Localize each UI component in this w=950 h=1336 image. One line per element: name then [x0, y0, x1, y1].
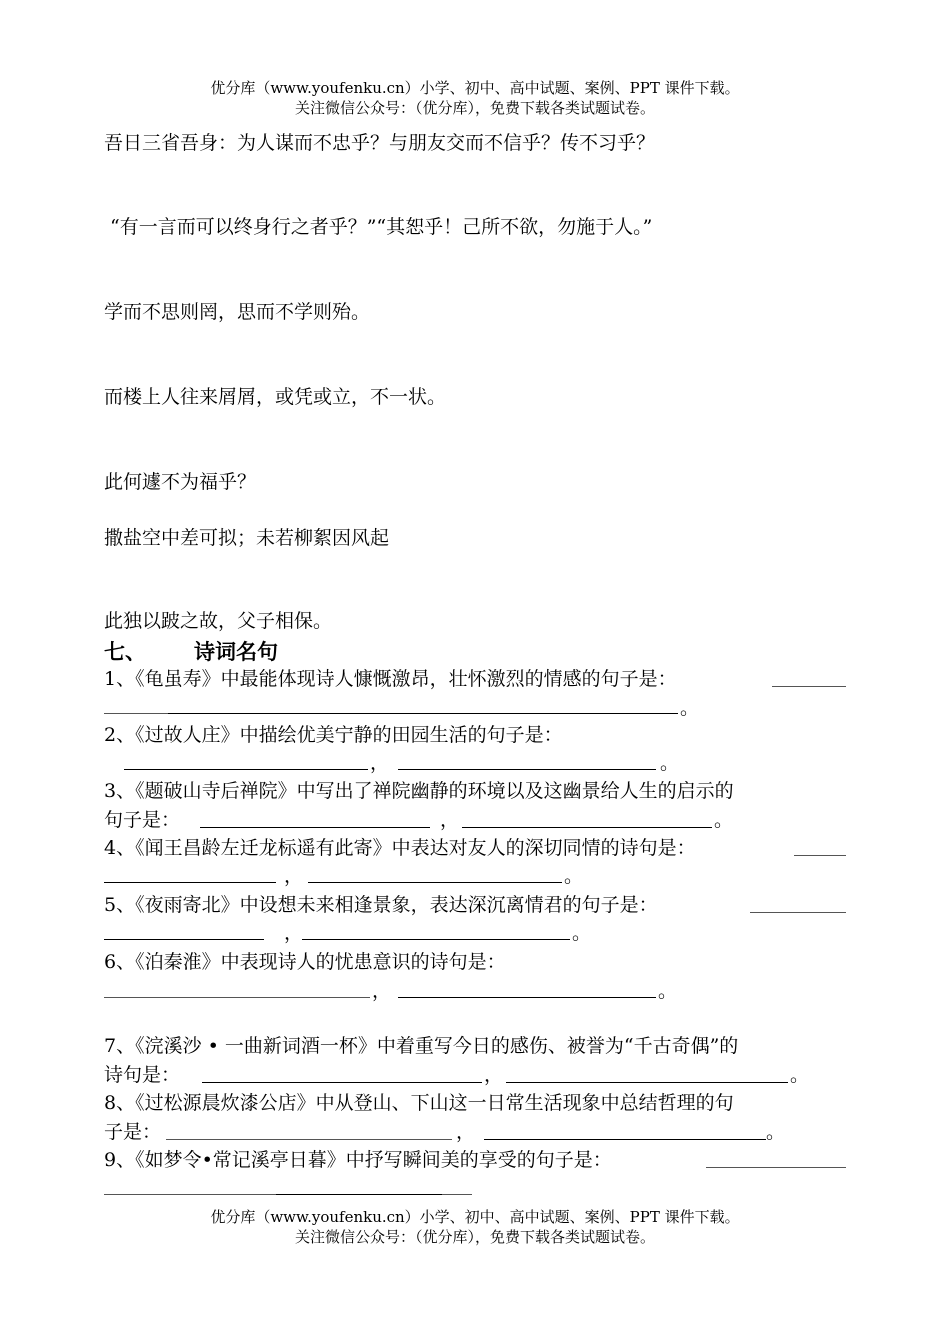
question-7-line-2: 诗句是：: [104, 1064, 181, 1086]
page-footer-line-2: 关注微信公众号：（优分库），免费下载各类试题试卷。: [294, 1228, 655, 1246]
classical-line-1: 吾日三省吾身：为人谋而不忠乎？与朋友交而不信乎？传不习乎？: [104, 132, 656, 154]
period-mark: 。: [658, 980, 678, 1002]
question-3-line-1: 3、《题破山寺后禅院》中写出了禅院幽静的环境以及这幽景给人生的启示的: [104, 780, 734, 802]
section-title: 诗词名句: [194, 640, 278, 664]
classical-line-6: 撒盐空中差可拟；未若柳絮因风起: [104, 527, 390, 549]
answer-blank[interactable]: [398, 997, 656, 998]
classical-line-2: “有一言而可以终身行之者乎？”“其恕乎！己所不欲，勿施于人。”: [110, 216, 653, 238]
page-footer-line-1: 优分库（www.youfenku.cn）小学、初中、高中试题、案例、PPT 课件下载。: [210, 1208, 740, 1226]
comma-mark: ，: [456, 1121, 476, 1143]
answer-blank[interactable]: [462, 827, 712, 828]
classical-line-7: 此独以跛之故，父子相保。: [104, 610, 333, 632]
classical-line-5: 此何遽不为福乎？: [104, 471, 257, 493]
answer-blank[interactable]: [750, 912, 846, 913]
question-3-line-2: 句子是：: [104, 809, 181, 831]
answer-blank[interactable]: [104, 939, 264, 940]
question-7-line-1: 7、《浣溪沙 • 一曲新词酒一杯》中着重写今日的感伤、被誉为“千古奇偶”的: [104, 1035, 739, 1057]
section-number: 七、: [104, 640, 146, 664]
answer-blank[interactable]: [398, 769, 656, 770]
answer-blank[interactable]: [302, 939, 570, 940]
question-1: 1、《龟虽寿》中最能体现诗人慷慨激昂，壮怀激烈的情感的句子是：: [104, 668, 677, 690]
comma-mark: ，: [372, 980, 392, 1002]
answer-blank[interactable]: [168, 713, 678, 714]
comma-mark: ，: [370, 752, 390, 774]
answer-blank[interactable]: [506, 1082, 788, 1083]
comma-mark: ，: [284, 922, 304, 944]
answer-blank[interactable]: [706, 1167, 846, 1168]
question-2: 2、《过故人庄》中描绘优美宁静的田园生活的句子是：: [104, 724, 563, 746]
answer-blank[interactable]: [104, 882, 276, 883]
answer-blank[interactable]: [200, 827, 430, 828]
comma-mark: ，: [484, 1064, 504, 1086]
question-5: 5、《夜雨寄北》中设想未来相逢景象，表达深沉离情君的句子是：: [104, 894, 658, 916]
answer-blank[interactable]: [202, 1082, 482, 1083]
period-mark: 。: [660, 752, 680, 774]
question-8-line-1: 8、《过松源晨炊漆公店》中从登山、下山这一日常生活现象中总结哲理的句: [104, 1092, 734, 1114]
answer-blank[interactable]: [484, 1139, 766, 1140]
answer-blank[interactable]: [794, 855, 846, 856]
page-header-line-2: 关注微信公众号：（优分库），免费下载各类试题试卷。: [294, 99, 655, 117]
period-mark: 。: [766, 1121, 786, 1143]
classical-line-4: 而楼上人往来屑屑，或凭或立，不一状。: [104, 386, 447, 408]
question-6: 6、《泊秦淮》中表现诗人的忧患意识的诗句是：: [104, 951, 506, 973]
classical-line-3: 学而不思则罔，思而不学则殆。: [104, 301, 371, 323]
period-mark: 。: [790, 1064, 810, 1086]
comma-mark: ，: [284, 865, 304, 887]
answer-blank[interactable]: [124, 769, 368, 770]
answer-blank[interactable]: [276, 1194, 442, 1195]
comma-mark: ，: [440, 809, 460, 831]
period-mark: 。: [680, 697, 700, 719]
period-mark: 。: [564, 865, 584, 887]
answer-blank[interactable]: [308, 882, 562, 883]
question-8-line-2: 子是：: [104, 1121, 162, 1143]
section-heading: [104, 636, 278, 666]
question-4: 4、《闻王昌龄左迁龙标遥有此寄》中表达对友人的深切同情的诗句是：: [104, 837, 696, 859]
answer-blank[interactable]: [166, 1139, 452, 1140]
page-header-line-1: 优分库（www.youfenku.cn）小学、初中、高中试题、案例、PPT 课件下载。: [210, 79, 740, 97]
answer-blank[interactable]: [772, 686, 846, 687]
question-9: 9、《如梦令•常记溪亭日暮》中抒写瞬间美的享受的句子是：: [104, 1149, 612, 1171]
answer-blank[interactable]: [104, 713, 168, 714]
period-mark: 。: [572, 922, 592, 944]
period-mark: 。: [714, 809, 734, 831]
answer-blank[interactable]: [104, 997, 370, 998]
